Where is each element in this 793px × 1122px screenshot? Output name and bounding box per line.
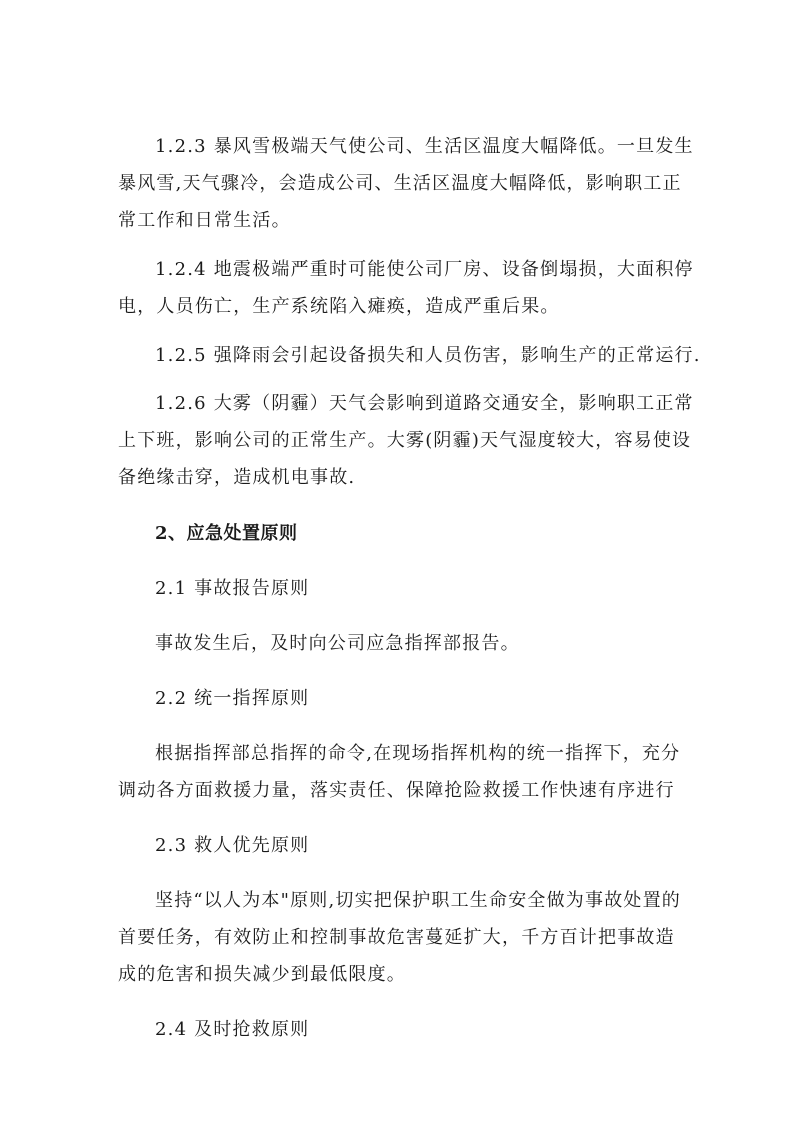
paragraph-1-2-4-line-1: 1.2.4 地震极端严重时可能使公司厂房、设备倒塌损，大面积停 [155, 259, 694, 280]
paragraph-2-2-line-1: 根据指挥部总指挥的命令,在现场指挥机构的统一指挥下，充分 [155, 743, 681, 764]
paragraph-1-2-6-line-1: 1.2.6 大雾（阴霾）天气会影响到道路交通安全，影响职工正常 [155, 393, 694, 414]
paragraph-2-3-line-1: 坚持“以人为本"原则,切实把保护职工生命安全做为事故处置的 [155, 890, 682, 911]
section-heading-2: 2、应急处置原则 [155, 523, 298, 544]
subheading-2-1: 2.1 事故报告原则 [155, 578, 310, 599]
paragraph-1-2-3-line-1: 1.2.3 暴风雪极端天气使公司、生活区温度大幅降低。一旦发生 [155, 136, 694, 157]
paragraph-1-2-6-line-2: 上下班，影响公司的正常生产。大雾(阴霾)天气湿度较大，容易使设 [118, 430, 692, 451]
paragraph-2-3-line-3: 成的危害和损失减少到最低限度。 [118, 964, 406, 985]
paragraph-2-3-line-2: 首要任务，有效防止和控制事故危害蔓延扩大，千方百计把事故造 [118, 927, 675, 948]
paragraph-1-2-5: 1.2.5 强降雨会引起设备损失和人员伤害，影响生产的正常运行. [155, 345, 701, 366]
paragraph-1-2-6-line-3: 备绝缘击穿，造成机电事故. [118, 467, 356, 488]
paragraph-2-1: 事故发生后，及时向公司应急指挥部报告。 [155, 633, 520, 654]
paragraph-2-2-line-2: 调动各方面救援力量，落实责任、保障抢险救援工作快速有序进行 [118, 780, 675, 801]
paragraph-1-2-3-line-3: 常工作和日常生活。 [118, 210, 291, 231]
paragraph-1-2-3-line-2: 暴风雪,天气骤冷，会造成公司、生活区温度大幅降低，影响职工正 [118, 173, 682, 194]
subheading-2-4: 2.4 及时抢救原则 [155, 1019, 310, 1040]
paragraph-1-2-4-line-2: 电，人员伤亡，生产系统陷入瘫痪，造成严重后果。 [118, 296, 560, 317]
subheading-2-3: 2.3 救人优先原则 [155, 835, 310, 856]
subheading-2-2: 2.2 统一指挥原则 [155, 688, 310, 709]
